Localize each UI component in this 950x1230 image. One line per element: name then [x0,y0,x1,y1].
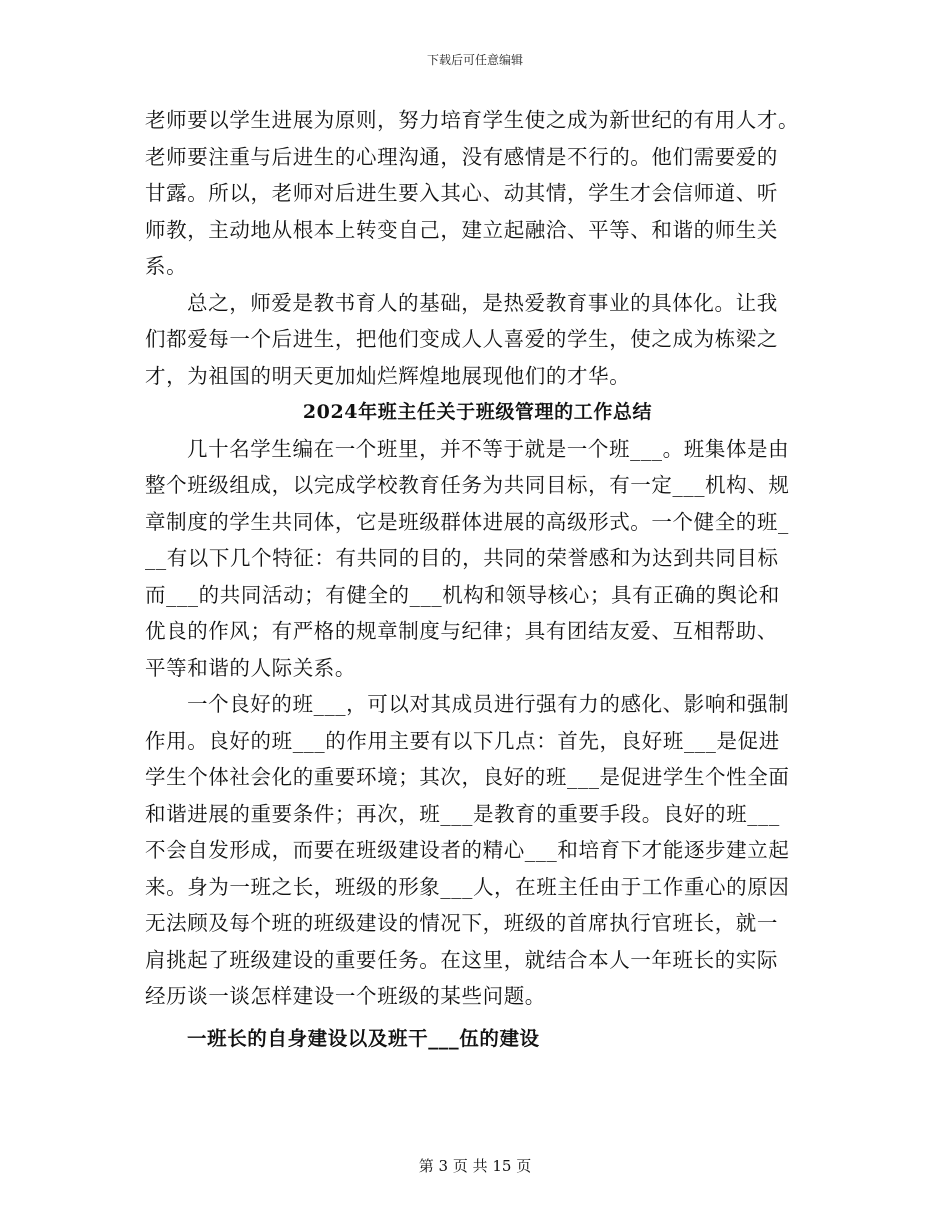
text-line: 章制度的学生共同体，它是班级群体进展的高级形式。一个健全的班_ [145,509,789,534]
document-body [145,102,810,1057]
text-line: 和谐进展的重要条件；再次，班___是教育的重要手段。良好的班___ [145,801,780,826]
text-line: 作用。良好的班___的作用主要有以下几点：首先，良好班___是促进 [145,728,780,753]
page-footer: 第 3 页 共 15 页 [418,1157,532,1175]
text-line: 们都爱每一个后进生，把他们变成人人喜爱的学生，使之成为栋梁之 [145,327,778,351]
paragraph [145,686,810,1015]
text-line: 一个良好的班___，可以对其成员进行强有力的感化、影响和强制 [187,692,790,716]
text-line: 几十名学生编在一个班里，并不等于就是一个班___。班集体是由 [187,436,790,461]
text-line: 师教，主动地从根本上转变自己，建立起融洽、平等、和谐的师生关 [145,217,778,242]
text-line: 甘露。所以，老师对后进生要入其心、动其情，学生才会信师道、听 [145,181,778,205]
text-line: 肩挑起了班级建设的重要任务。在这里，就结合本人一年班长的实际 [145,947,778,972]
page-header: 下载后可任意编辑 [426,53,523,67]
paragraph [145,102,810,285]
text-line: 不会自发形成，而要在班级建设者的精心___和培育下才能逐步建立起 [145,838,790,862]
text-line: 学生个体社会化的重要环境；其次，良好的班___是促进学生个性全面 [145,765,790,789]
text-line: 平等和谐的人际关系。 [145,655,356,680]
text-line: 才，为祖国的明天更加灿烂辉煌地展现他们的才华。 [145,363,631,388]
text-line: __有以下几个特征：有共同的目的，共同的荣誉感和为达到共同目标 [145,546,779,570]
paragraph [145,285,810,395]
text-line: 整个班级组成，以完成学校教育任务为共同目标，有一定___机构、规 [145,473,790,497]
text-line: 而___的共同活动；有健全的___机构和领导核心；具有正确的舆论和 [145,582,780,607]
subheading: 一班长的自身建设以及班干___伍的建设 [187,1026,540,1050]
paragraph [145,431,810,687]
text-line: 老师要以学生进展为原则，努力培育学生使之成为新世纪的有用人才。 [145,108,800,132]
text-line: 系。 [145,254,188,278]
text-line: 来。身为一班之长，班级的形象___人，在班主任由于工作重心的原因 [145,874,790,899]
text-line: 经历谈一谈怎样建设一个班级的某些问题。 [145,984,546,1008]
section-title: 2024年班主任关于班级管理的工作总结 [302,401,653,423]
text-line: 总之，师爱是教书育人的基础，是热爱教育事业的具体化。让我 [187,290,778,315]
text-line: 优良的作风；有严格的规章制度与纪律；具有团结友爱、互相帮助、 [145,619,778,643]
text-line: 无法顾及每个班的班级建设的情况下，班级的首席执行官班长，就一 [145,911,778,935]
text-line: 老师要注重与后进生的心理沟通，没有感情是不行的。他们需要爱的 [145,144,778,169]
